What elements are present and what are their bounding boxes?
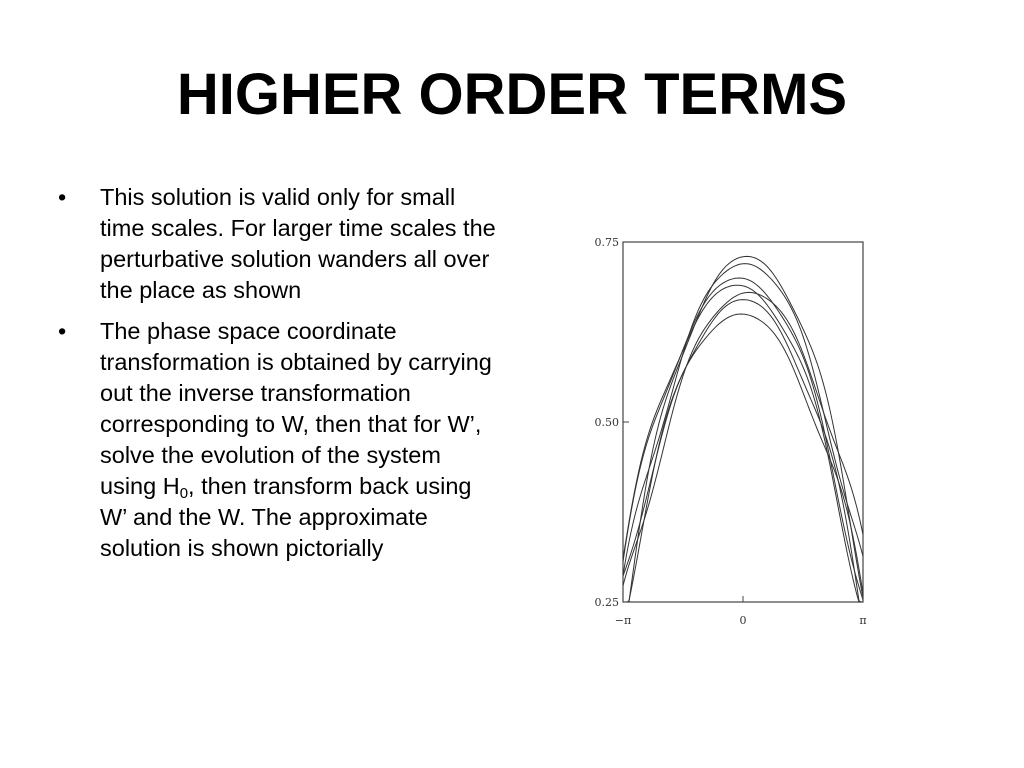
bullet-text-part: The phase space coordinate transformation is obtained by carrying out the inverse transformation corresponding to W, then that for W’, solve the evolution of the system using H <box>100 318 492 499</box>
x-tick-label: 0 <box>739 614 747 627</box>
bullet-item-transformation <box>58 316 498 564</box>
bullet-text <box>100 318 492 561</box>
bullet-item-validity <box>58 182 498 306</box>
slide-title: HIGHER ORDER TERMS <box>176 62 848 127</box>
x-tick-label: −π <box>614 614 632 627</box>
x-tick-label: π <box>859 614 867 627</box>
bullet-dot: • <box>58 184 67 210</box>
series-layer <box>623 256 863 602</box>
phase-chart <box>575 225 885 645</box>
bullet-list <box>58 182 498 574</box>
bullet-dot: • <box>58 318 67 344</box>
series-line-4 <box>623 314 863 593</box>
y-tick-label: 0.50 <box>594 416 619 429</box>
bullet-text-part: , then transform back using W’ and the W. The approximate solution is shown pictorially <box>100 473 472 561</box>
y-tick-label: 0.75 <box>594 236 619 249</box>
perturbation-figure <box>575 225 885 645</box>
y-tick-label: 0.25 <box>594 596 619 609</box>
series-line-2 <box>623 264 863 576</box>
series-line-6 <box>623 256 863 602</box>
bullet-text: This solution is valid only for small time scales. For larger time scales the perturbative solution wanders all over the place as shown <box>100 184 496 303</box>
subscript: 0 <box>179 485 189 502</box>
